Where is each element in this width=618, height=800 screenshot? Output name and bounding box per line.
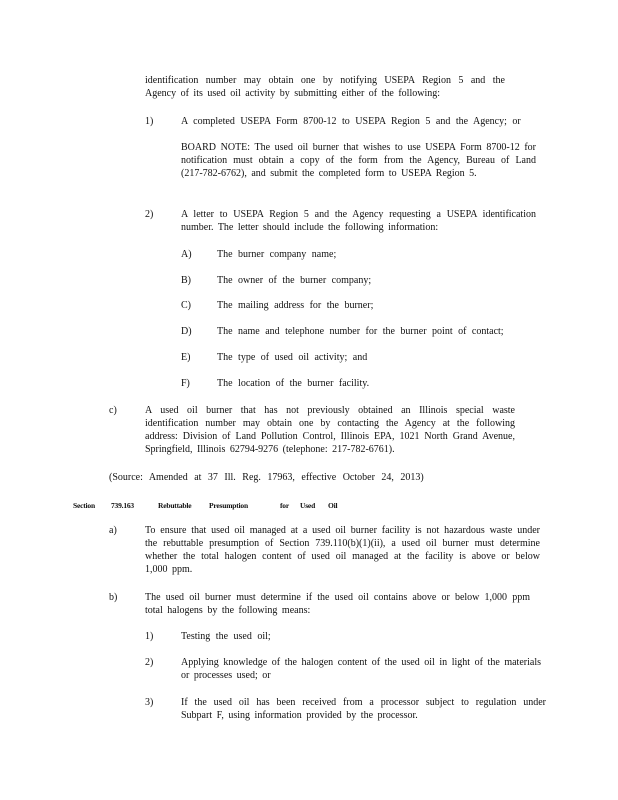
item-c-text: A used oil burner that has not previously obtained an Illinois special waste identification number may obtain one by contacting the Agency at the following address: Division of Land Pollution Control, Illinois EPA, 1021 North Grand Avenue, Springfield, Illinois 62794-9276 (telephone: 217-782-6761). xyxy=(145,405,515,455)
intro-paragraph: identification number may obtain one by notifying USEPA Region 5 and the Agency of its used oil activity by submitting either of the following: xyxy=(145,75,505,99)
section-title-word-4: Used xyxy=(300,501,316,510)
b-item-1-text: Testing the used oil; xyxy=(181,631,271,642)
subitem-f-marker: F) xyxy=(181,378,190,389)
subitem-d-marker: D) xyxy=(181,326,192,337)
item-a-text: To ensure that used oil managed at a used oil burner facility is not hazardous waste under the rebuttable presumption of Section 739.110(b)(1)(ii), a used oil burner must determine whether the total halogen content of used oil managed at the facility is above or below 1,000 ppm. xyxy=(145,525,540,575)
item-a-marker: a) xyxy=(109,525,117,536)
item-b-text: The used oil burner must determine if the used oil contains above or below 1,000 ppm total halogens by the following means: xyxy=(145,592,530,616)
subitem-c-text: The mailing address for the burner; xyxy=(217,300,374,311)
section-title-word-3: for xyxy=(280,501,289,510)
item-b-marker: b) xyxy=(109,592,118,603)
board-note: BOARD NOTE: The used oil burner that wishes to use USEPA Form 8700-12 for notification must obtain a copy of the form from the Agency, Bureau of Land (217-782-6762), and submit the completed form to USEPA Region 5. xyxy=(181,142,536,179)
b-item-3-text: If the used oil has been received from a processor subject to regulation under Subpart F, using information provided by the processor. xyxy=(181,697,546,721)
item-1-text: A completed USEPA Form 8700-12 to USEPA Region 5 and the Agency; or xyxy=(181,116,521,127)
subitem-d-text: The name and telephone number for the burner point of contact; xyxy=(217,326,504,337)
source-note: (Source: Amended at 37 Ill. Reg. 17963, effective October 24, 2013) xyxy=(109,472,424,483)
section-label: Section xyxy=(73,501,95,510)
subitem-e-marker: E) xyxy=(181,352,191,363)
item-2-marker: 2) xyxy=(145,209,154,220)
subitem-b-marker: B) xyxy=(181,275,191,286)
subitem-e-text: The type of used oil activity; and xyxy=(217,352,368,363)
subitem-b-text: The owner of the burner company; xyxy=(217,275,372,286)
section-title-word-5: Oil xyxy=(328,501,338,510)
item-c-marker: c) xyxy=(109,405,117,416)
item-2-text: A letter to USEPA Region 5 and the Agency requesting a USEPA identification number. The letter should include the following information: xyxy=(181,209,536,233)
section-number: 739.163 xyxy=(111,501,134,510)
b-item-2-marker: 2) xyxy=(145,657,154,668)
b-item-3-marker: 3) xyxy=(145,697,154,708)
item-1-marker: 1) xyxy=(145,116,154,127)
subitem-c-marker: C) xyxy=(181,300,191,311)
subitem-a-text: The burner company name; xyxy=(217,249,337,260)
b-item-2-text: Applying knowledge of the halogen content of the used oil in light of the materials or processes used; or xyxy=(181,657,541,681)
section-title-word-2: Presumption xyxy=(209,501,248,510)
subitem-a-marker: A) xyxy=(181,249,192,260)
section-title-word-1: Rebuttable xyxy=(158,501,192,510)
subitem-f-text: The location of the burner facility. xyxy=(217,378,370,389)
b-item-1-marker: 1) xyxy=(145,631,154,642)
